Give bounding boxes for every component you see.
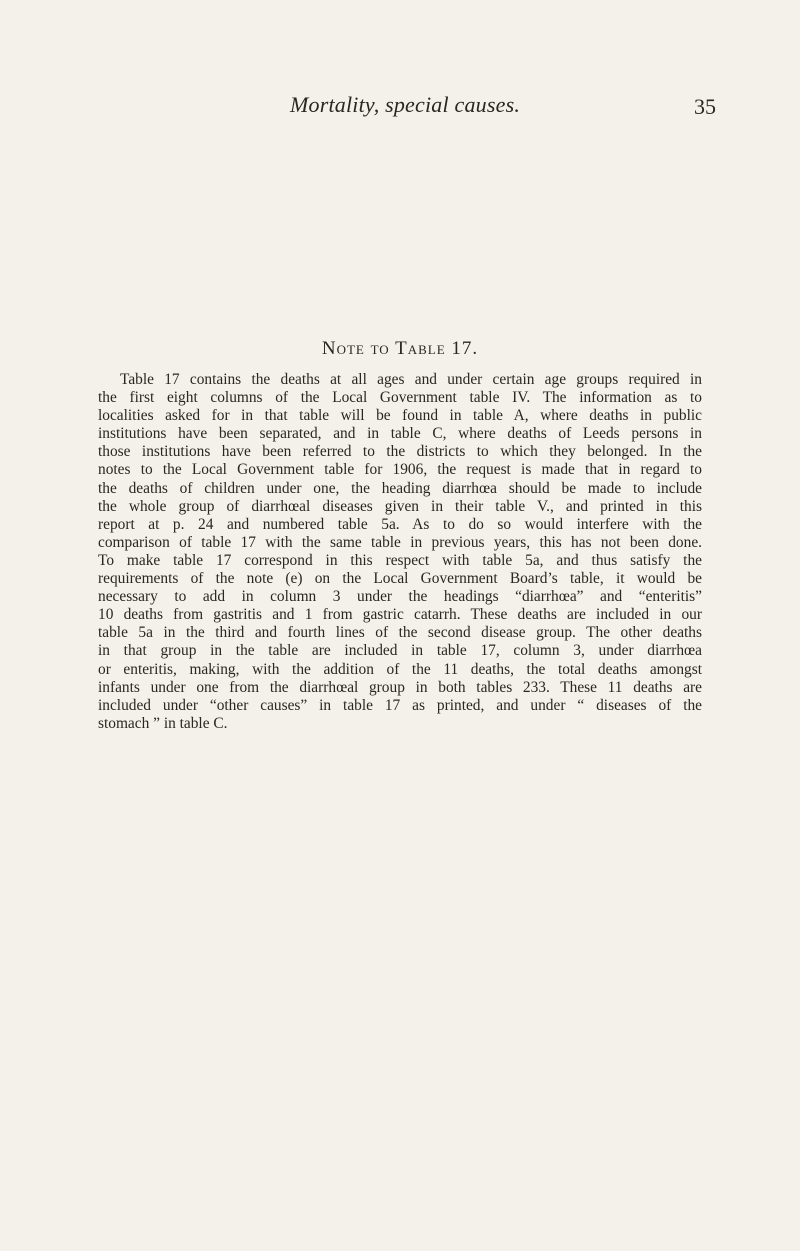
paragraph-line: table 5a in the third and fourth lines of the second disease group. The other deaths — [98, 624, 702, 642]
paragraph-line: requirements of the note (e) on the Local Government Board’s table, it would be — [98, 570, 702, 588]
paragraph-line: 10 deaths from gastritis and 1 from gastric catarrh. These deaths are included in our — [98, 606, 702, 624]
running-head — [0, 92, 800, 132]
paragraph-line: To make table 17 correspond in this respect with table 5a, and thus satisfy the — [98, 551, 702, 569]
paragraph-line: those institutions have been referred to the districts to which they belonged. In the — [98, 443, 702, 461]
paragraph-line: the whole group of diarrhœal diseases given in their table V., and printed in this — [98, 497, 702, 515]
paragraph-line: the first eight columns of the Local Government table IV. The information as to — [98, 389, 702, 407]
running-title: Mortality, special causes. — [290, 92, 521, 117]
paragraph-line: institutions have been separated, and in table C, where deaths of Leeds persons in — [98, 425, 702, 443]
paragraph-line: notes to the Local Government table for 1906, the request is made that in regard to — [98, 461, 702, 479]
paragraph-line: or enteritis, making, with the addition of the 11 deaths, the total deaths amongst — [98, 660, 702, 678]
paragraph-line: infants under one from the diarrhœal group in both tables 233. These 11 deaths are — [98, 678, 702, 696]
note-heading: Note to Table 17. — [321, 338, 479, 359]
paragraph-line: in that group in the table are included in table 17, column 3, under diarrhœa — [98, 642, 702, 660]
paragraph-line: Table 17 contains the deaths at all ages and under certain age groups required in — [120, 371, 702, 388]
note-paragraph — [98, 371, 702, 733]
paragraph-line: the deaths of children under one, the heading diarrhœa should be made to include — [98, 479, 702, 497]
paragraph-line: included under “other causes” in table 17 as printed, and under “ diseases of the — [98, 696, 702, 714]
paragraph-line: stomach ” in table C. — [98, 714, 228, 732]
paragraph-line: localities asked for in that table will be found in table A, where deaths in public — [98, 407, 702, 425]
paragraph-line: report at p. 24 and numbered table 5a. As to do so would interfere with the — [98, 515, 702, 533]
paragraph-line: necessary to add in column 3 under the headings “diarrhœa” and “enteritis” — [98, 588, 702, 606]
paragraph-line: comparison of table 17 with the same table in previous years, this has not been done. — [98, 533, 702, 551]
page-number: 35 — [694, 94, 716, 119]
